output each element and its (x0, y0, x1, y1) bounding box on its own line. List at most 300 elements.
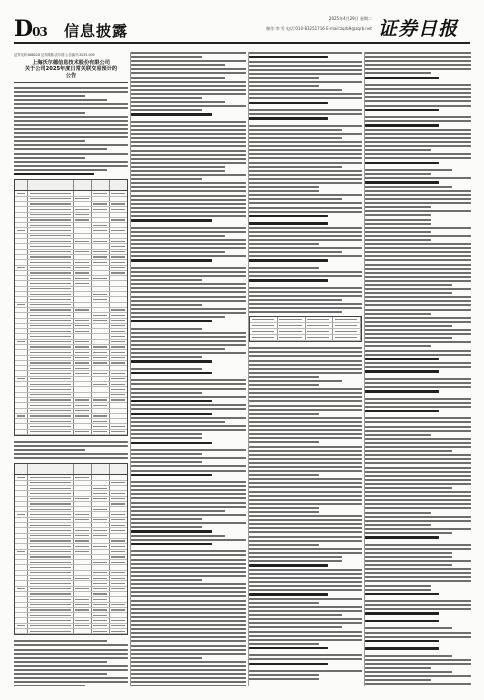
text-line (14, 453, 128, 455)
text-line (131, 231, 246, 233)
text-line (131, 77, 225, 79)
text-line (249, 307, 362, 309)
text-line (131, 109, 202, 111)
text-line (131, 72, 246, 74)
text-line (249, 409, 362, 411)
text-line (249, 145, 362, 147)
text-line (131, 379, 246, 381)
text-line (249, 65, 362, 67)
text-line (365, 589, 431, 591)
text-line (249, 166, 342, 168)
text-line (365, 503, 471, 505)
notice-title-end: 公告 (65, 72, 77, 79)
text-line (249, 466, 362, 468)
text-line (131, 661, 246, 663)
text-line (249, 446, 362, 448)
text-line (365, 284, 452, 286)
text-line (365, 190, 471, 192)
text-line (249, 417, 362, 419)
company-name: 上海沃尔德信息技术股份有限公司 (32, 60, 110, 66)
body-text (365, 52, 471, 686)
text-line (249, 384, 319, 386)
text-line (131, 267, 246, 269)
column-3 (249, 52, 362, 686)
text-line (249, 405, 362, 407)
text-line (131, 97, 202, 99)
text-line (131, 413, 212, 415)
text-line (365, 325, 452, 327)
text-line (14, 685, 85, 686)
text-line (365, 329, 471, 331)
text-line (365, 663, 471, 665)
text-line (249, 89, 342, 91)
text-line (365, 259, 471, 261)
text-line (131, 449, 246, 451)
text-line (365, 576, 471, 578)
text-line (249, 271, 362, 273)
text-line (249, 519, 362, 521)
text-line (365, 491, 471, 493)
text-line (365, 129, 471, 131)
text-line (131, 404, 246, 406)
text-line (131, 677, 246, 679)
text-line (365, 255, 471, 257)
text-line (249, 251, 342, 253)
text-line (131, 506, 246, 508)
text-line (131, 60, 246, 62)
text-line (131, 665, 246, 667)
text-line (365, 198, 471, 200)
text-line (249, 626, 342, 628)
text-line (249, 85, 319, 87)
text-line (365, 120, 471, 122)
text-line (249, 593, 328, 595)
text-line (131, 247, 246, 249)
text-line (365, 585, 431, 587)
text-line (249, 622, 362, 624)
text-line (249, 380, 342, 382)
text-line (365, 77, 439, 79)
text-line (249, 355, 362, 357)
text-line (131, 417, 246, 419)
text-line (365, 231, 431, 233)
section-title: 信息披露 (64, 22, 129, 40)
text-line (249, 458, 362, 460)
text-line (131, 474, 212, 476)
text-line (365, 169, 452, 171)
text-line (365, 72, 431, 74)
text-line (365, 495, 471, 497)
text-line (131, 502, 246, 504)
text-line (249, 511, 319, 513)
text-line (365, 620, 439, 622)
text-line (131, 493, 246, 495)
notice-title: 关于公司2025年度日常关联交易预计的 (24, 66, 118, 73)
text-line (249, 654, 362, 656)
body-text (249, 347, 362, 680)
text-line (131, 174, 246, 176)
text-line (365, 438, 471, 440)
text-line (249, 376, 319, 378)
text-line (131, 470, 246, 472)
text-line (131, 129, 246, 131)
text-line (249, 299, 342, 301)
text-line (365, 358, 439, 360)
text-line (131, 186, 246, 188)
text-line (365, 304, 471, 306)
text-line (365, 186, 452, 188)
text-line (131, 68, 246, 70)
text-line (365, 560, 471, 562)
text-line (131, 300, 246, 302)
text-line (131, 636, 246, 638)
text-line (249, 643, 319, 645)
masthead-rule (14, 42, 470, 44)
text-line (131, 145, 246, 147)
text-line (249, 396, 362, 398)
text-line (249, 523, 362, 525)
notice-header (14, 52, 128, 83)
text-line (249, 113, 362, 115)
text-line (365, 406, 471, 408)
text-line (249, 647, 328, 649)
text-line (14, 657, 128, 659)
text-line (249, 117, 328, 119)
text-line (249, 255, 362, 257)
text-line (249, 56, 328, 58)
text-line (14, 661, 107, 663)
text-line (249, 198, 342, 200)
text-line (365, 362, 471, 364)
text-line (131, 392, 202, 394)
text-line (249, 222, 328, 224)
text-line (365, 382, 471, 384)
text-line (249, 351, 362, 353)
text-line (249, 663, 328, 665)
text-line (365, 235, 471, 237)
text-line (365, 309, 471, 311)
text-line (131, 437, 202, 439)
text-line (131, 275, 246, 277)
table-row (250, 335, 361, 341)
text-line (365, 532, 452, 534)
text-line (365, 337, 452, 339)
text-line (249, 392, 362, 394)
text-line (365, 206, 431, 208)
text-line (249, 429, 362, 431)
text-line (365, 572, 471, 574)
text-line (249, 231, 362, 233)
text-line (249, 279, 328, 281)
text-line (249, 437, 362, 439)
text-line (131, 518, 202, 520)
text-line (131, 251, 225, 253)
text-line (365, 516, 471, 518)
text-line (365, 487, 452, 489)
text-line (249, 589, 362, 591)
text-line (131, 514, 246, 516)
text-line (131, 620, 246, 622)
text-line (131, 653, 246, 655)
text-line (249, 470, 362, 472)
text-line (131, 239, 246, 241)
text-line (14, 103, 128, 105)
text-line (365, 124, 439, 126)
text-line (249, 503, 362, 505)
column-divider (248, 52, 249, 686)
text-line (365, 640, 439, 642)
text-line (249, 478, 362, 480)
column-divider (364, 52, 365, 686)
text-line (365, 398, 471, 400)
text-line (365, 100, 471, 102)
text-line (249, 239, 362, 241)
text-line (249, 347, 362, 349)
text-line (365, 434, 431, 436)
text-line (249, 153, 362, 155)
text-line (131, 215, 246, 217)
text-line (131, 442, 212, 444)
text-line (131, 681, 246, 683)
text-line (14, 95, 85, 97)
text-line (249, 614, 342, 616)
text-line (365, 556, 452, 558)
text-line (249, 235, 362, 237)
text-line (131, 539, 246, 541)
text-line (131, 93, 246, 95)
text-line (131, 640, 246, 642)
text-line (249, 482, 362, 484)
text-line (365, 612, 439, 614)
text-line (365, 341, 471, 343)
text-line (131, 259, 212, 261)
table-row (15, 430, 127, 435)
text-line (365, 243, 471, 245)
text-line (131, 408, 246, 410)
text-line (365, 153, 471, 155)
text-line (131, 360, 212, 362)
text-line (249, 388, 362, 390)
text-line (249, 109, 362, 111)
text-line (14, 681, 128, 683)
text-line (249, 360, 362, 362)
text-line (365, 564, 452, 566)
text-line (131, 628, 246, 630)
text-line (14, 445, 128, 447)
text-line (131, 571, 246, 573)
text-line (249, 577, 362, 579)
text-line (131, 522, 246, 524)
text-line (249, 52, 362, 54)
text-line (249, 425, 362, 427)
text-line (249, 174, 362, 176)
text-line (249, 544, 319, 546)
text-line (249, 287, 362, 289)
text-line (131, 421, 225, 423)
text-line (14, 144, 128, 146)
text-line (249, 81, 362, 83)
text-line (365, 499, 471, 501)
text-line (249, 507, 319, 509)
text-line (249, 486, 362, 488)
text-line (365, 679, 431, 681)
text-line (14, 120, 128, 122)
text-line (14, 124, 128, 126)
text-line (14, 140, 85, 142)
text-line (131, 162, 246, 164)
text-line (131, 368, 202, 370)
text-line (365, 133, 471, 135)
text-line (131, 287, 246, 289)
text-line (249, 129, 342, 131)
text-line (249, 413, 319, 415)
text-line (131, 137, 246, 139)
text-line (365, 512, 431, 514)
text-line (365, 430, 471, 432)
text-line (365, 647, 439, 649)
text-line (14, 87, 128, 89)
text-line (249, 639, 362, 641)
page-number: D03 (14, 16, 47, 42)
text-line (365, 227, 471, 229)
text-line (365, 313, 431, 315)
text-line (14, 649, 128, 651)
text-line (249, 207, 362, 209)
text-line (131, 530, 212, 532)
text-line (365, 149, 431, 151)
text-line (131, 279, 202, 281)
text-line (131, 125, 246, 127)
text-line (365, 333, 471, 335)
text-line (249, 631, 362, 633)
text-line (249, 552, 362, 554)
text-line (249, 243, 319, 245)
text-line (131, 543, 212, 545)
text-line (249, 573, 362, 575)
text-line (249, 162, 362, 164)
text-line (365, 552, 452, 554)
text-line (131, 316, 225, 318)
text-line (249, 97, 362, 99)
text-line (249, 182, 362, 184)
text-line (131, 101, 225, 103)
text-line (249, 133, 362, 135)
column-4 (365, 52, 471, 686)
text-line (365, 632, 471, 634)
text-line (365, 56, 471, 58)
text-line (365, 479, 471, 481)
text-line (131, 207, 246, 209)
text-line (365, 366, 471, 368)
text-line (131, 425, 246, 427)
text-line (249, 157, 362, 159)
text-line (131, 372, 212, 374)
text-line (131, 383, 246, 385)
text-line (249, 581, 362, 583)
text-line (365, 194, 471, 196)
text-line (249, 247, 362, 249)
text-line (131, 510, 225, 512)
text-line (365, 671, 452, 673)
text-line (249, 670, 362, 672)
text-line (14, 173, 94, 175)
text-line (249, 618, 362, 620)
text-line (249, 194, 362, 196)
text-line (365, 345, 431, 347)
text-line (131, 526, 202, 528)
text-line (365, 524, 431, 526)
column-divider (130, 52, 131, 686)
text-line (249, 215, 328, 217)
text-line (365, 568, 471, 570)
text-line (365, 655, 452, 657)
text-line (14, 107, 128, 109)
text-line (131, 632, 246, 634)
text-line (365, 173, 431, 175)
text-line (249, 433, 362, 435)
text-line (131, 178, 202, 180)
text-line (131, 567, 246, 569)
text-line (14, 128, 128, 130)
text-line (249, 536, 362, 538)
text-line (131, 105, 246, 107)
text-line (249, 678, 319, 680)
text-line (14, 673, 107, 675)
text-line (249, 658, 362, 660)
text-line (131, 559, 246, 561)
text-line (249, 602, 319, 604)
text-line (365, 84, 471, 86)
text-line (249, 441, 319, 443)
text-line (365, 604, 471, 606)
text-line (365, 390, 439, 392)
text-line (365, 141, 471, 143)
text-line (131, 550, 246, 552)
table-row (15, 629, 127, 634)
transaction-table (14, 179, 128, 436)
text-line (131, 336, 246, 338)
text-line (249, 77, 319, 79)
text-line (249, 291, 362, 293)
text-line (249, 564, 328, 566)
text-line (14, 161, 128, 163)
text-line (131, 150, 246, 152)
table-header (15, 464, 127, 475)
text-line (249, 141, 362, 143)
text-line (131, 199, 246, 201)
text-line (14, 449, 85, 451)
text-line (14, 132, 128, 134)
text-line (365, 105, 471, 107)
text-line (249, 211, 362, 213)
text-line (365, 667, 431, 669)
text-line (365, 272, 471, 274)
text-line (249, 548, 362, 550)
text-line (365, 608, 471, 610)
text-line (131, 283, 246, 285)
text-line (365, 145, 471, 147)
text-line (365, 296, 471, 298)
body-text (14, 640, 128, 686)
text-line (365, 417, 471, 419)
text-line (365, 548, 471, 550)
body-text (249, 52, 362, 313)
text-line (365, 68, 471, 70)
text-line (365, 593, 439, 595)
text-line (14, 677, 128, 679)
text-line (131, 348, 225, 350)
table-header (15, 180, 127, 191)
